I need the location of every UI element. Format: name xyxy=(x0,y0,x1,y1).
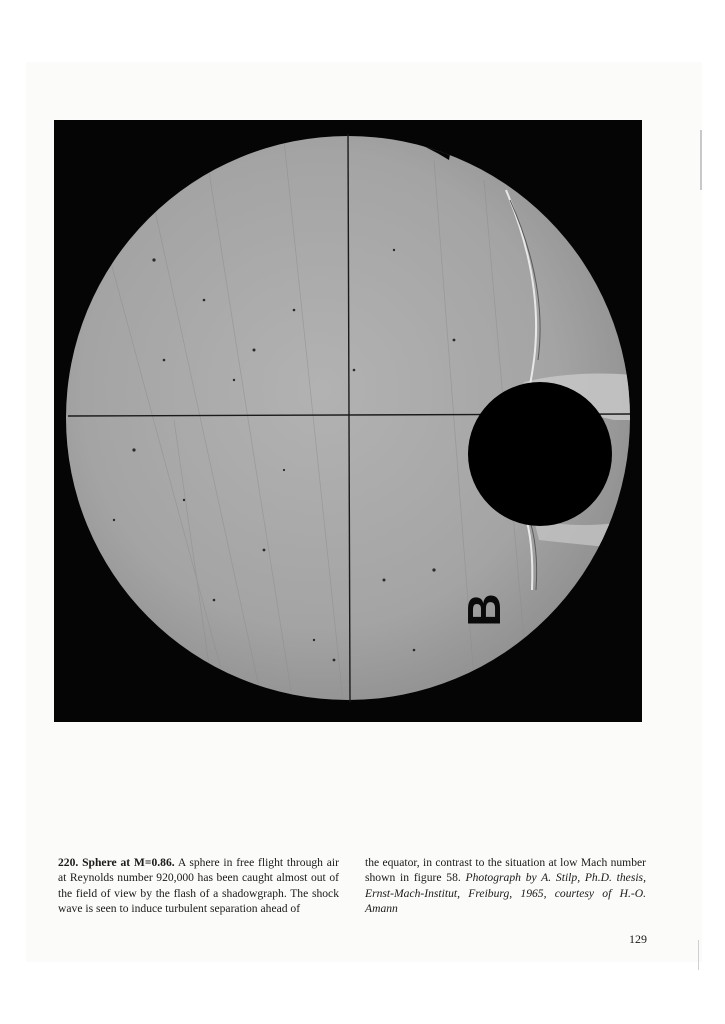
shadowgraph-image xyxy=(54,120,642,722)
caption-column-1 xyxy=(58,855,339,917)
sphere xyxy=(468,382,612,526)
caption-number: 220. xyxy=(58,856,79,869)
page-number: 129 xyxy=(629,932,647,946)
figure-caption xyxy=(58,855,646,917)
shadowgraph-photo xyxy=(54,120,642,722)
caption-title: Sphere at M=0.86. xyxy=(82,856,175,869)
caption-credit: Photograph by A. Stilp, Ph.D. thesis, Ernst-Mach-Institut, Freiburg, 1965, courtesy of H.-O. Amann xyxy=(365,871,646,916)
caption-text-1: A sphere in free flight through air at Reynolds number 920,000 has been caught almost out of the field of view by the flash of a shadowgraph. The shock wave is seen to induce turbulent separation ahead of xyxy=(58,856,339,916)
caption-text-2: the equator, in contrast to the situation at low Mach number shown in figure 58. xyxy=(365,856,646,885)
scan-edge-mark xyxy=(698,940,699,970)
figure-label: B xyxy=(458,593,510,627)
scan-edge-mark xyxy=(700,130,702,190)
caption-column-2 xyxy=(365,855,646,917)
